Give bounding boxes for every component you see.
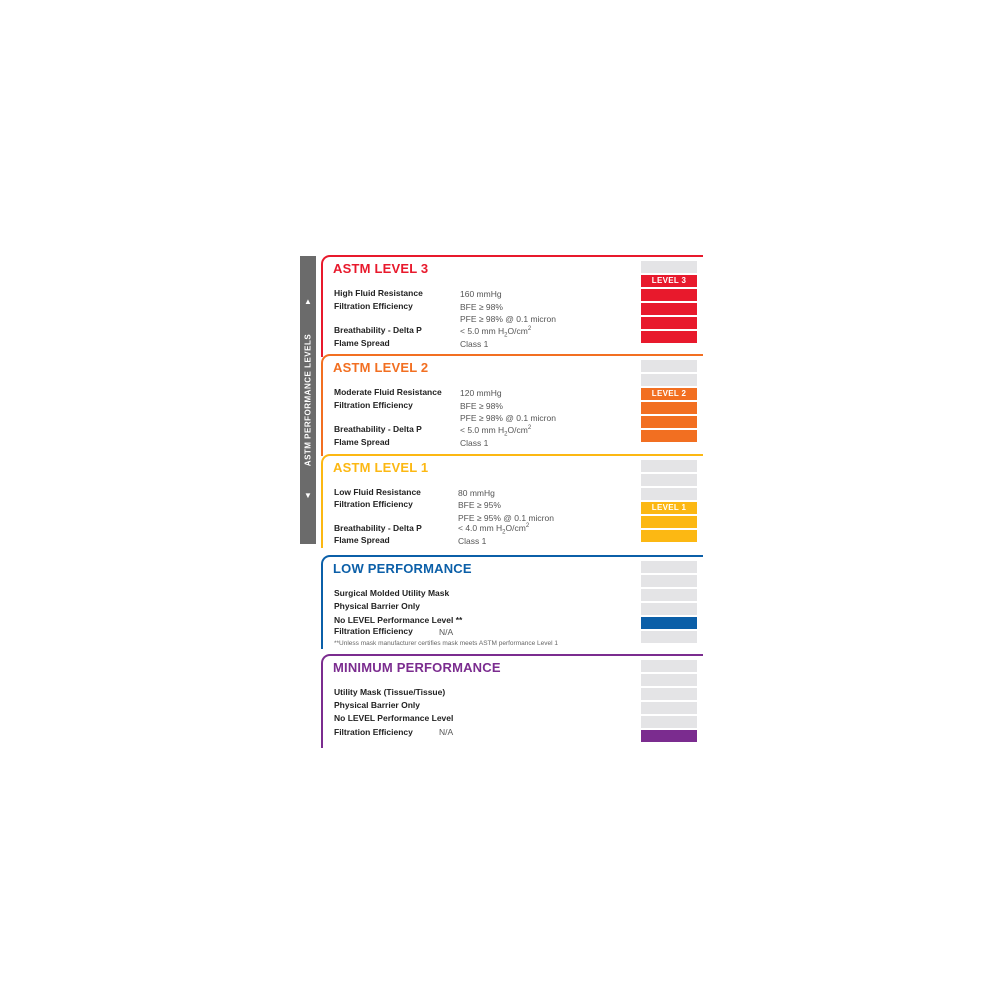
spec-label: Breathability - Delta P bbox=[334, 325, 422, 335]
spec-label: Moderate Fluid Resistance bbox=[334, 387, 442, 397]
low-performance-section bbox=[321, 555, 703, 649]
spec-label: Flame Spread bbox=[334, 535, 390, 545]
info-line: Physical Barrier Only bbox=[334, 700, 420, 710]
spec-value: 80 mmHg bbox=[458, 488, 495, 498]
indicator-bar bbox=[641, 502, 697, 514]
indicator-bar bbox=[641, 331, 697, 343]
astm-level-3-section bbox=[321, 255, 703, 357]
spec-value: < 5.0 mm $H_2O/cm^2$ bbox=[460, 425, 532, 438]
spec-label: Filtration Efficiency bbox=[334, 301, 413, 311]
indicator-bar bbox=[641, 561, 697, 573]
spec-value: Class 1 bbox=[460, 438, 489, 448]
spec-value: Class 1 bbox=[460, 339, 489, 349]
indicator-bar bbox=[641, 617, 697, 629]
spec-value: BFE ≥ 95% bbox=[458, 500, 501, 510]
spec-label: Flame Spread bbox=[334, 338, 390, 348]
level-badge: LEVEL 2 bbox=[651, 389, 687, 398]
indicator-bar bbox=[641, 261, 697, 273]
down-arrow-icon: ▼ bbox=[304, 491, 312, 500]
spec-value: Class 1 bbox=[458, 536, 487, 546]
info-line: Surgical Molded Utility Mask bbox=[334, 588, 450, 598]
section-title: MINIMUM PERFORMANCE bbox=[333, 660, 501, 675]
indicator-bar bbox=[641, 516, 697, 528]
spec-value: 160 mmHg bbox=[460, 289, 502, 299]
section-title: ASTM LEVEL 1 bbox=[333, 460, 429, 475]
sidebar-label: ASTM PERFORMANCE LEVELS bbox=[303, 333, 313, 467]
indicator-bar bbox=[641, 730, 697, 742]
indicator-bar bbox=[641, 402, 697, 414]
spec-label: Filtration Efficiency bbox=[334, 400, 413, 410]
spec-value: 120 mmHg bbox=[460, 388, 502, 398]
spec-value: PFE ≥ 95% @ 0.1 micron bbox=[458, 513, 554, 523]
info-line: Utility Mask (Tissue/Tissue) bbox=[334, 687, 446, 697]
filtration-value: N/A bbox=[439, 727, 454, 737]
indicator-bar bbox=[641, 374, 697, 386]
spec-label: Flame Spread bbox=[334, 437, 390, 447]
indicator-bar bbox=[641, 688, 697, 700]
section-title: ASTM LEVEL 2 bbox=[333, 360, 429, 375]
spec-label: Breathability - Delta P bbox=[334, 424, 422, 434]
spec-label: Breathability - Delta P bbox=[334, 523, 422, 533]
indicator-bar bbox=[641, 275, 697, 287]
indicator-bar bbox=[641, 460, 697, 472]
level-badge: LEVEL 1 bbox=[651, 503, 687, 512]
indicator-bar bbox=[641, 317, 697, 329]
spec-label: High Fluid Resistance bbox=[334, 288, 423, 298]
indicator-bar bbox=[641, 660, 697, 672]
level-indicator bbox=[641, 360, 697, 444]
level-indicator bbox=[641, 460, 697, 544]
spec-value: < 4.0 mm $H_2O/cm^2$ bbox=[458, 523, 530, 536]
spec-value: < 5.0 mm $H_2O/cm^2$ bbox=[460, 326, 532, 339]
level-indicator bbox=[641, 660, 697, 744]
spec-value: BFE ≥ 98% bbox=[460, 401, 503, 411]
indicator-bar bbox=[641, 603, 697, 615]
indicator-bar bbox=[641, 575, 697, 587]
astm-level-1-section bbox=[321, 454, 703, 548]
info-line: No LEVEL Performance Level bbox=[334, 713, 454, 723]
indicator-bar bbox=[641, 416, 697, 428]
indicator-bar bbox=[641, 674, 697, 686]
indicator-bar bbox=[641, 303, 697, 315]
filtration-label: Filtration Efficiency bbox=[334, 626, 413, 636]
performance-levels-sidebar bbox=[300, 256, 316, 544]
astm-level-2-section bbox=[321, 354, 703, 456]
indicator-bar bbox=[641, 589, 697, 601]
minimum-performance-section bbox=[321, 654, 703, 748]
filtration-label: Filtration Efficiency bbox=[334, 727, 413, 737]
indicator-bar bbox=[641, 631, 697, 643]
indicator-bar bbox=[641, 474, 697, 486]
indicator-bar bbox=[641, 702, 697, 714]
spec-value: PFE ≥ 98% @ 0.1 micron bbox=[460, 314, 556, 324]
footnote: **Unless mask manufacturer certifies mask meets ASTM performance Level 1 bbox=[334, 640, 558, 647]
spec-value: BFE ≥ 98% bbox=[460, 302, 503, 312]
section-title: LOW PERFORMANCE bbox=[333, 561, 472, 576]
level-indicator bbox=[641, 561, 697, 645]
indicator-bar bbox=[641, 716, 697, 728]
indicator-bar bbox=[641, 430, 697, 442]
filtration-value: N/A bbox=[439, 627, 454, 637]
indicator-bar bbox=[641, 360, 697, 372]
spec-label: Low Fluid Resistance bbox=[334, 487, 421, 497]
info-line: No LEVEL Performance Level ** bbox=[334, 615, 463, 625]
indicator-bar bbox=[641, 388, 697, 400]
level-indicator bbox=[641, 261, 697, 345]
indicator-bar bbox=[641, 530, 697, 542]
spec-label: Filtration Efficiency bbox=[334, 499, 413, 509]
info-line: Physical Barrier Only bbox=[334, 601, 420, 611]
section-title: ASTM LEVEL 3 bbox=[333, 261, 429, 276]
spec-value: PFE ≥ 98% @ 0.1 micron bbox=[460, 413, 556, 423]
indicator-bar bbox=[641, 488, 697, 500]
up-arrow-icon: ▲ bbox=[304, 297, 312, 306]
level-badge: LEVEL 3 bbox=[651, 276, 687, 285]
indicator-bar bbox=[641, 289, 697, 301]
